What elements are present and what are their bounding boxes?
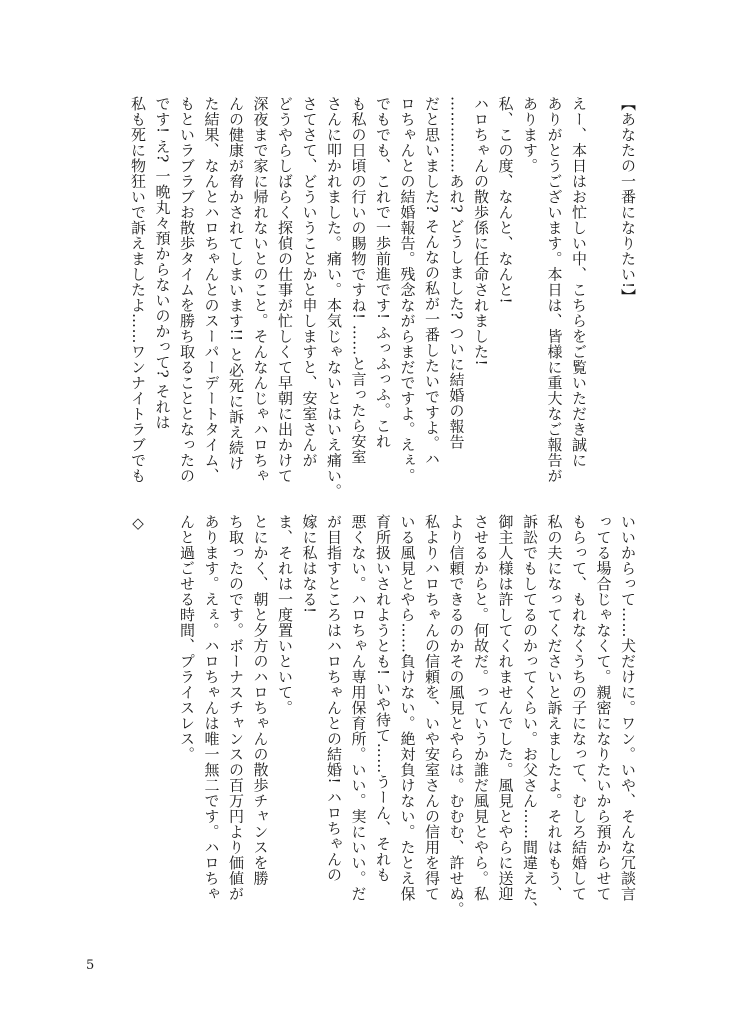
- text-line: いる風見とやら……負けない。絶対負けない。たとえ保: [398, 514, 417, 902]
- text-line: ってる場合じゃなくて。親密になりたいから預からせて: [594, 514, 613, 902]
- text-line: 深夜まで家に帰れないとのこと。そんなんじゃハロちゃ: [251, 96, 270, 484]
- page-number: 5: [86, 958, 95, 973]
- text-line: 私よりハロちゃんの信頼を、いや安室さんの信用を得て: [423, 514, 441, 902]
- text-line: あります。えぇ。ハロちゃんは唯一無二です。ハロちゃ: [202, 514, 221, 902]
- text-line: 育所扱いされようとも! いや待て……うーん、それも: [374, 514, 392, 883]
- text-line: ち取ったのです。ボーナスチャンスの百万円より価値が: [227, 514, 245, 902]
- text-line: さてさて、どういうことかと申しますと、安室さんが: [300, 96, 319, 468]
- text-line: 私の夫になってくださいと訴えましたよ。それはもう、: [545, 514, 564, 902]
- text-line: ◇: [129, 514, 147, 533]
- text-line: た結果、なんとハロちゃんとのスーパーデートタイム、: [202, 96, 221, 484]
- text-line: さんに叩かれました。痛い。本気じゃないとはいえ痛い。: [325, 96, 343, 499]
- text-line: ……………あれ? どうしました? ついに結婚の報告: [447, 96, 466, 450]
- lower-text-block: [126, 514, 641, 934]
- text-line: でもでも、これで一歩前進です! ふっふっふ。これ: [374, 96, 392, 449]
- text-line: 私、この度、なんと、なんと!: [496, 96, 515, 305]
- text-line: とにかく、朝と夕方のハロちゃんの散歩チャンスを勝: [251, 514, 270, 886]
- text-line: も私の日頃の行いの賜物ですね! ……と言ったら安室: [349, 96, 368, 465]
- text-line: ありがとうございます。本日は、皆様に重大なご報告が: [545, 96, 564, 484]
- text-line: [595, 96, 613, 101]
- text-line: です! え? 一晩丸々預からないのかって? それは: [153, 96, 172, 430]
- text-line: ま、それは一度置いといて。: [276, 514, 294, 716]
- text-line: だと思いました? そんなの私が一番したいですよ。ハ: [423, 96, 441, 467]
- text-line: もらって、もれなくうちの子になって、むしろ結婚して: [570, 514, 588, 902]
- text-line: させるからと。何故だ。っていうか誰だ風見とやら。私: [472, 514, 490, 902]
- upper-text-block: [126, 96, 641, 516]
- text-line: ハロちゃんの散歩係に任命されました!: [472, 96, 490, 367]
- text-line: 御主人様は許してくれませんでした。風見とやらに送迎: [496, 514, 515, 902]
- text-line: んと過ごせる時間、プライスレス。: [178, 514, 196, 762]
- text-line: 嫁に私はなる!: [300, 514, 319, 614]
- text-line: 【あなたの一番になりたい!】: [619, 96, 637, 305]
- text-line: 悪くない。ハロちゃん専用保育所。いい。実にいい。だ: [349, 514, 368, 902]
- text-line: ロちゃんとの結婚報告。残念ながらまだですよ。えぇ。: [398, 96, 417, 484]
- text-line: いいからって……犬だけに。ワン。いや、そんな冗談言: [619, 514, 637, 902]
- text-line: 私も死に物狂いで訴えましたよ……ワンナイトラブでも: [129, 96, 147, 484]
- text-line: もといラブラブお散歩タイムを勝ち取ることとなったの: [178, 96, 196, 484]
- text-line: より信頼できるのかその風見とやらは。むむむ、許せぬ。: [447, 514, 466, 917]
- text-line: あります。: [521, 96, 539, 174]
- text-line: 訴訟でもしてるのかってくらい。お父さん……間違えた、: [521, 514, 539, 917]
- text-line: んの健康が脅かされてしまいます!! と必死に訴え続け: [227, 96, 245, 471]
- text-line: えー、本日はお忙しい中、こちらをご覧いただき誠に: [570, 96, 588, 468]
- text-line: [154, 514, 172, 519]
- text-line: どうやらしばらく探偵の仕事が忙しくて早朝に出かけて: [276, 96, 294, 484]
- text-line: が目指すところはハロちゃんとの結婚! ハロちゃんの: [325, 514, 343, 883]
